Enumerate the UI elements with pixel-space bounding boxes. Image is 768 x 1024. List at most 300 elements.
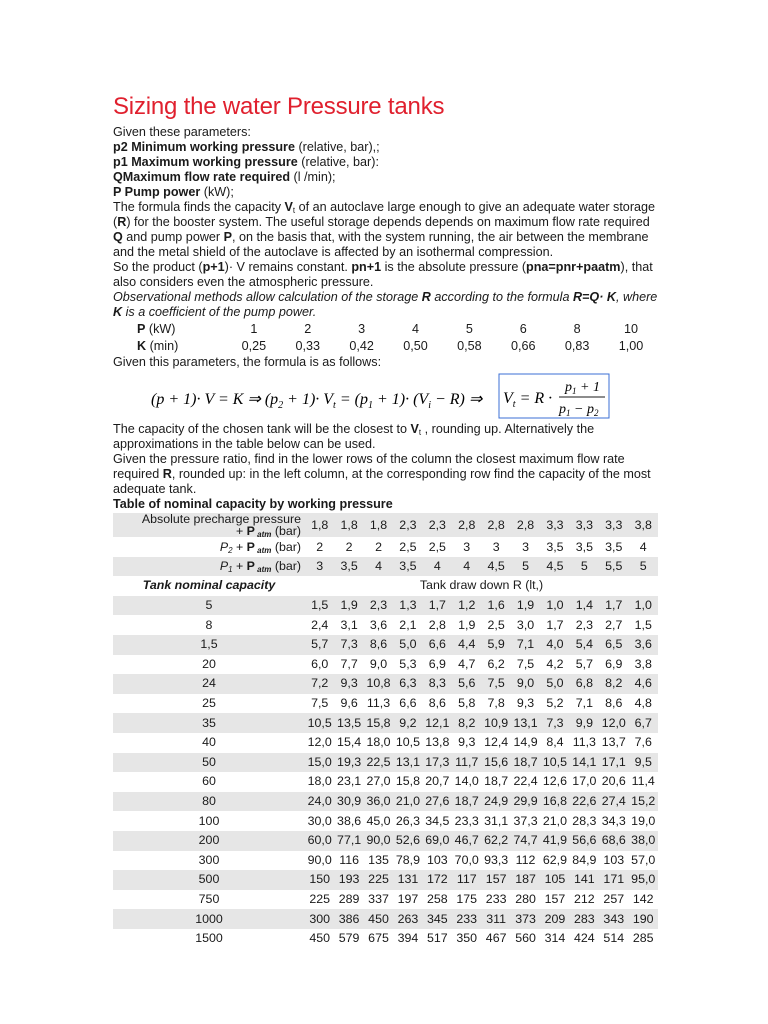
header-value: 3,3 bbox=[540, 513, 569, 537]
header-value: 3,8 bbox=[628, 513, 658, 537]
drawdown-cell: 7,1 bbox=[575, 696, 593, 711]
header-value: 2,8 bbox=[481, 513, 510, 537]
drawdown-cell: 28,3 bbox=[572, 813, 597, 828]
drawdown-cell: 212 bbox=[574, 891, 595, 906]
drawdown-cell: 29,9 bbox=[511, 792, 540, 812]
drawdown-cell: 3,0 bbox=[516, 617, 535, 632]
paragraph-pressure-ratio: Given the pressure ratio, find in the lower rows of the column the closest maximum flow rate required R, rounded up: in the left column, at the corresponding row find the capacity of the most adequate tank. bbox=[113, 452, 651, 496]
drawdown-cell: 233 bbox=[452, 909, 481, 929]
drawdown-cell: 18,7 bbox=[511, 753, 540, 773]
tank-capacity-cell: 1,5 bbox=[113, 635, 305, 655]
drawdown-cell: 135 bbox=[368, 852, 389, 867]
drawdown-cell: 175 bbox=[456, 891, 478, 906]
drawdown-cell: 311 bbox=[481, 909, 510, 929]
drawdown-cell: 187 bbox=[511, 870, 540, 890]
drawdown-cell: 7,5 bbox=[311, 696, 329, 711]
header-value: 2,5 bbox=[399, 539, 417, 554]
drawdown-cell: 4,2 bbox=[546, 656, 564, 671]
drawdown-cell: 1,7 bbox=[599, 596, 628, 616]
coefficient-value: 0,50 bbox=[403, 339, 428, 353]
drawdown-cell: 14,9 bbox=[513, 735, 538, 750]
drawdown-cell: 116 bbox=[339, 852, 359, 867]
param-item bbox=[113, 155, 658, 170]
header-value: 2 bbox=[345, 539, 353, 554]
table-row bbox=[113, 811, 658, 831]
drawdown-cell: 6,8 bbox=[570, 674, 599, 694]
coefficient-row bbox=[113, 338, 658, 355]
paragraph-closest-capacity: The capacity of the chosen tank will be the closest to $V_t$ , rounding up. Alternatively the approximations in the table below can be used. bbox=[113, 422, 595, 451]
drawdown-cell: 13,8 bbox=[425, 735, 450, 750]
drawdown-cell: 105 bbox=[540, 870, 569, 890]
drawdown-cell: 257 bbox=[603, 891, 625, 906]
drawdown-cell: 1,3 bbox=[393, 596, 422, 616]
header-value: 4 bbox=[639, 539, 647, 554]
drawdown-cell: 450 bbox=[364, 909, 393, 929]
drawdown-cell: 1,6 bbox=[481, 596, 510, 616]
header-value: 4 bbox=[364, 557, 393, 577]
drawdown-cell: 9,5 bbox=[628, 753, 658, 773]
drawdown-cell: 20,6 bbox=[601, 774, 626, 789]
header-value: 5 bbox=[511, 557, 540, 577]
param-item bbox=[113, 140, 658, 155]
drawdown-cell: 3,8 bbox=[634, 656, 652, 671]
header-value: 2,3 bbox=[393, 513, 422, 537]
drawdown-cell: 7,5 bbox=[516, 656, 535, 671]
drawdown-cell: 20,7 bbox=[425, 774, 450, 789]
tank-capacity-cell: 5 bbox=[113, 596, 305, 616]
drawdown-cell: 142 bbox=[632, 891, 654, 906]
drawdown-cell: 4,6 bbox=[628, 674, 658, 694]
header-value: 3,5 bbox=[575, 539, 593, 554]
drawdown-cell: 3,1 bbox=[340, 617, 358, 632]
drawdown-cell: 5,0 bbox=[540, 674, 569, 694]
tank-capacity-cell: 200 bbox=[113, 831, 305, 851]
drawdown-cell: 5,9 bbox=[481, 635, 510, 655]
drawdown-cell: 27,4 bbox=[599, 792, 628, 812]
column-header-drawdown: Tank draw down R (lt,) bbox=[419, 578, 544, 593]
drawdown-cell: 141 bbox=[570, 870, 599, 890]
drawdown-cell: 22,6 bbox=[570, 792, 599, 812]
power-value: 1 bbox=[250, 322, 258, 336]
drawdown-cell: 62,2 bbox=[481, 831, 510, 851]
drawdown-cell: 171 bbox=[599, 870, 628, 890]
drawdown-cell: 93,3 bbox=[484, 852, 509, 867]
table-row bbox=[113, 851, 658, 871]
intro-text: Given these parameters: bbox=[113, 125, 251, 139]
drawdown-cell: 1,5 bbox=[305, 596, 334, 616]
coefficient-value: 0,42 bbox=[349, 339, 374, 353]
drawdown-cell: 579 bbox=[338, 931, 360, 946]
drawdown-cell: 1,0 bbox=[540, 596, 569, 616]
param-name: p1 Maximum working pressure bbox=[113, 155, 298, 169]
drawdown-cell: 78,9 bbox=[395, 852, 420, 867]
drawdown-cell: 450 bbox=[309, 931, 331, 946]
power-value: 4 bbox=[412, 322, 420, 336]
drawdown-cell: 18,0 bbox=[307, 774, 332, 789]
drawdown-cell: 225 bbox=[309, 891, 331, 906]
drawdown-cell: 2,5 bbox=[487, 617, 505, 632]
drawdown-cell: 10,5 bbox=[305, 713, 334, 733]
formula-denominator: $p_1 - p_2$ bbox=[559, 402, 599, 418]
drawdown-cell: 1,9 bbox=[334, 596, 363, 616]
drawdown-cell: 1,9 bbox=[458, 617, 476, 632]
formula-part1: (p + 1)· V = K ⇒ $(p_2 + 1)\cdot V_t = (p_1 + 1)\cdot (V_i - R)$ ⇒ bbox=[151, 391, 483, 411]
drawdown-cell: 5,0 bbox=[393, 635, 422, 655]
table-row bbox=[113, 655, 658, 675]
power-row bbox=[113, 321, 658, 338]
drawdown-cell: 225 bbox=[364, 870, 393, 890]
drawdown-cell: 18,7 bbox=[452, 792, 481, 812]
drawdown-cell: 70,0 bbox=[454, 852, 479, 867]
drawdown-cell: 57,0 bbox=[631, 852, 656, 867]
drawdown-cell: 6,9 bbox=[428, 656, 446, 671]
header-value: 3 bbox=[463, 539, 471, 554]
formula-svg bbox=[113, 372, 658, 422]
drawdown-cell: 424 bbox=[574, 931, 595, 946]
drawdown-cell: 6,2 bbox=[487, 656, 505, 671]
drawdown-cell: 10,5 bbox=[395, 735, 420, 750]
param-name: QMaximum flow rate required bbox=[113, 170, 291, 184]
drawdown-cell: 9,3 bbox=[458, 735, 476, 750]
nominal-table-body bbox=[113, 513, 658, 948]
drawdown-cell: 4,4 bbox=[452, 635, 481, 655]
coefficient-label: K (min) bbox=[137, 339, 179, 353]
drawdown-cell: 46,7 bbox=[452, 831, 481, 851]
drawdown-cell: 13,1 bbox=[393, 753, 422, 773]
header-value: 3,5 bbox=[546, 539, 564, 554]
drawdown-cell: 7,3 bbox=[334, 635, 363, 655]
drawdown-cell: 193 bbox=[334, 870, 363, 890]
drawdown-cell: 6,0 bbox=[311, 656, 329, 671]
drawdown-cell: 337 bbox=[368, 891, 389, 906]
paragraph-product-constant: So the product (p+1)· V remains constant. pn+1 is the absolute pressure (pna=pnr+paatm), that also considers even the atmospheric pressure. bbox=[113, 260, 653, 289]
drawdown-cell: 131 bbox=[393, 870, 422, 890]
drawdown-cell: 69,0 bbox=[423, 831, 452, 851]
drawdown-cell: 2,1 bbox=[399, 617, 417, 632]
header-label: Absolute precharge pressure + P $_{atm}$ (bar) bbox=[113, 513, 305, 537]
drawdown-cell: 68,6 bbox=[599, 831, 628, 851]
drawdown-cell: 560 bbox=[515, 931, 536, 946]
drawdown-cell: 12,0 bbox=[307, 735, 332, 750]
drawdown-cell: 37,3 bbox=[513, 813, 538, 828]
tank-capacity-cell: 1000 bbox=[113, 909, 305, 929]
param-name: p2 Minimum working pressure bbox=[113, 140, 295, 154]
drawdown-cell: 21,0 bbox=[542, 813, 568, 828]
drawdown-cell: 103 bbox=[426, 852, 448, 867]
header-value: 3,5 bbox=[605, 539, 623, 554]
drawdown-cell: 2,3 bbox=[364, 596, 393, 616]
drawdown-cell: 1,7 bbox=[546, 617, 564, 632]
drawdown-cell: 9,0 bbox=[369, 656, 388, 671]
drawdown-cell: 45,0 bbox=[366, 813, 391, 828]
drawdown-cell: 9,9 bbox=[570, 713, 599, 733]
drawdown-cell: 41,9 bbox=[540, 831, 569, 851]
drawdown-cell: 7,8 bbox=[487, 696, 505, 711]
coefficient-value: 0,58 bbox=[457, 339, 482, 353]
drawdown-cell: 13,7 bbox=[601, 735, 626, 750]
drawdown-cell: 172 bbox=[423, 870, 452, 890]
drawdown-cell: 5,2 bbox=[546, 696, 564, 711]
drawdown-cell: 15,4 bbox=[337, 735, 362, 750]
table-row bbox=[113, 635, 658, 655]
drawdown-cell: 514 bbox=[603, 931, 625, 946]
drawdown-cell: 6,3 bbox=[393, 674, 422, 694]
drawdown-cell: 27,6 bbox=[423, 792, 452, 812]
drawdown-cell: 283 bbox=[570, 909, 599, 929]
drawdown-cell: 38,6 bbox=[337, 813, 362, 828]
drawdown-cell: 12,6 bbox=[542, 774, 568, 789]
table-row bbox=[113, 753, 658, 773]
drawdown-cell: 15,8 bbox=[364, 713, 393, 733]
drawdown-cell: 117 bbox=[452, 870, 481, 890]
header-row-p2 bbox=[113, 537, 658, 557]
drawdown-cell: 12,1 bbox=[423, 713, 452, 733]
drawdown-cell: 467 bbox=[485, 931, 507, 946]
param-unit: (kW); bbox=[200, 185, 234, 199]
drawdown-cell: 62,9 bbox=[542, 852, 568, 867]
header-value: 3 bbox=[492, 539, 500, 554]
header-value: 5 bbox=[570, 557, 599, 577]
drawdown-cell: 15,6 bbox=[481, 753, 510, 773]
drawdown-cell: 1,7 bbox=[423, 596, 452, 616]
drawdown-cell: 3,6 bbox=[369, 617, 388, 632]
drawdown-cell: 9,6 bbox=[340, 696, 358, 711]
header-value: 2,8 bbox=[452, 513, 481, 537]
drawdown-cell: 8,6 bbox=[364, 635, 393, 655]
drawdown-cell: 2,4 bbox=[311, 617, 329, 632]
drawdown-cell: 84,9 bbox=[572, 852, 597, 867]
drawdown-cell: 38,0 bbox=[628, 831, 658, 851]
drawdown-cell: 11,4 bbox=[631, 774, 655, 789]
drawdown-cell: 8,6 bbox=[428, 696, 446, 711]
drawdown-cell: 314 bbox=[544, 931, 566, 946]
drawdown-cell: 90,0 bbox=[364, 831, 393, 851]
header-value: 3,5 bbox=[334, 557, 363, 577]
table-row bbox=[113, 694, 658, 714]
drawdown-cell: 8,3 bbox=[423, 674, 452, 694]
drawdown-cell: 4,0 bbox=[540, 635, 569, 655]
table-row bbox=[113, 870, 658, 890]
drawdown-cell: 90,0 bbox=[307, 852, 332, 867]
drawdown-cell: 16,8 bbox=[540, 792, 569, 812]
drawdown-cell: 2,7 bbox=[605, 617, 623, 632]
tank-capacity-cell: 25 bbox=[202, 696, 216, 711]
table-row bbox=[113, 772, 658, 792]
header-value: 3,3 bbox=[599, 513, 628, 537]
param-unit: (relative, bar),; bbox=[294, 140, 380, 154]
drawdown-cell: 6,9 bbox=[605, 656, 623, 671]
drawdown-cell: 52,6 bbox=[393, 831, 422, 851]
drawdown-cell: 112 bbox=[515, 852, 536, 867]
header-value: 5,5 bbox=[599, 557, 628, 577]
drawdown-cell: 386 bbox=[334, 909, 363, 929]
drawdown-cell: 36,0 bbox=[364, 792, 393, 812]
drawdown-cell: 6,6 bbox=[423, 635, 452, 655]
drawdown-cell: 373 bbox=[511, 909, 540, 929]
drawdown-cell: 394 bbox=[397, 931, 419, 946]
drawdown-cell: 15,0 bbox=[305, 753, 334, 773]
drawdown-cell: 5,6 bbox=[452, 674, 481, 694]
drawdown-cell: 17,0 bbox=[572, 774, 597, 789]
drawdown-cell: 675 bbox=[368, 931, 389, 946]
header-value: 1,8 bbox=[305, 513, 334, 537]
page-title: Sizing the water Pressure tanks bbox=[113, 93, 445, 120]
drawdown-cell: 233 bbox=[485, 891, 507, 906]
power-coefficient-table bbox=[113, 321, 658, 355]
drawdown-cell: 10,8 bbox=[364, 674, 393, 694]
power-label: P (kW) bbox=[137, 322, 176, 336]
power-value: 2 bbox=[304, 322, 312, 336]
drawdown-cell: 11,7 bbox=[452, 753, 481, 773]
drawdown-cell: 10,5 bbox=[540, 753, 569, 773]
drawdown-cell: 23,1 bbox=[337, 774, 362, 789]
drawdown-cell: 17,3 bbox=[423, 753, 452, 773]
drawdown-cell: 9,3 bbox=[334, 674, 363, 694]
table-row bbox=[113, 733, 658, 753]
drawdown-cell: 24,9 bbox=[481, 792, 510, 812]
table-row bbox=[113, 674, 658, 694]
drawdown-cell: 31,1 bbox=[484, 813, 509, 828]
param-name: P Pump power bbox=[113, 185, 201, 199]
drawdown-cell: 15,8 bbox=[395, 774, 420, 789]
header-value: 1,8 bbox=[364, 513, 393, 537]
header-value: 4 bbox=[423, 557, 452, 577]
tank-capacity-cell: 20 bbox=[202, 656, 216, 671]
table-row bbox=[113, 831, 658, 851]
tank-capacity-cell: 500 bbox=[113, 870, 305, 890]
drawdown-cell: 60,0 bbox=[305, 831, 334, 851]
param-unit: (relative, bar): bbox=[297, 155, 379, 169]
drawdown-cell: 26,3 bbox=[395, 813, 420, 828]
drawdown-cell: 4,7 bbox=[458, 656, 476, 671]
power-value: 3 bbox=[358, 322, 366, 336]
drawdown-cell: 7,2 bbox=[305, 674, 334, 694]
drawdown-cell: 1,9 bbox=[511, 596, 540, 616]
drawdown-cell: 263 bbox=[393, 909, 422, 929]
drawdown-cell: 15,2 bbox=[628, 792, 658, 812]
power-value: 8 bbox=[573, 322, 581, 336]
drawdown-cell: 17,1 bbox=[599, 753, 628, 773]
drawdown-cell: 300 bbox=[305, 909, 334, 929]
drawdown-cell: 197 bbox=[397, 891, 419, 906]
header-value: 4 bbox=[452, 557, 481, 577]
drawdown-cell: 7,6 bbox=[634, 735, 652, 750]
table-row bbox=[113, 890, 658, 910]
tank-capacity-cell: 60 bbox=[202, 774, 216, 789]
drawdown-cell: 14,1 bbox=[570, 753, 599, 773]
header-row-precharge bbox=[113, 513, 658, 537]
power-value: 10 bbox=[624, 322, 639, 336]
header-value: 1,8 bbox=[334, 513, 363, 537]
drawdown-cell: 345 bbox=[423, 909, 452, 929]
drawdown-cell: 2,3 bbox=[575, 617, 593, 632]
drawdown-cell: 343 bbox=[599, 909, 628, 929]
drawdown-cell: 22,5 bbox=[364, 753, 393, 773]
coefficient-value: 1,00 bbox=[618, 339, 644, 353]
drawdown-cell: 5,4 bbox=[570, 635, 599, 655]
header-value: 5 bbox=[628, 557, 658, 577]
drawdown-cell: 7,5 bbox=[481, 674, 510, 694]
header-value: 3 bbox=[522, 539, 529, 554]
drawdown-cell: 10,9 bbox=[481, 713, 510, 733]
table-title: Table of nominal capacity by working pressure bbox=[113, 497, 393, 511]
drawdown-cell: 19,0 bbox=[631, 813, 656, 828]
drawdown-cell: 7,1 bbox=[511, 635, 540, 655]
drawdown-cell: 34,5 bbox=[425, 813, 450, 828]
drawdown-cell: 7,7 bbox=[340, 656, 358, 671]
drawdown-cell: 5,7 bbox=[575, 656, 593, 671]
header-value: 4,5 bbox=[540, 557, 569, 577]
drawdown-cell: 6,6 bbox=[399, 696, 417, 711]
drawdown-cell: 5,3 bbox=[399, 656, 417, 671]
drawdown-cell: 13,5 bbox=[334, 713, 363, 733]
paragraph-observational-methods: Observational methods allow calculation of the storage R according to the formula R=Q· K, where K is a coefficient of the pump power. bbox=[113, 290, 658, 319]
coefficient-value: 0,83 bbox=[564, 339, 590, 353]
drawdown-cell: 258 bbox=[426, 891, 448, 906]
drawdown-cell: 5,7 bbox=[305, 635, 334, 655]
drawdown-cell: 350 bbox=[456, 931, 478, 946]
formula-numerator: $p_1 + 1$ bbox=[565, 380, 600, 396]
table-row bbox=[113, 909, 658, 929]
drawdown-cell: 2,8 bbox=[428, 617, 446, 632]
drawdown-cell: 12,0 bbox=[599, 713, 628, 733]
coefficient-value: 0,25 bbox=[241, 339, 267, 353]
drawdown-cell: 22,4 bbox=[513, 774, 538, 789]
drawdown-cell: 9,2 bbox=[393, 713, 422, 733]
parameter-list bbox=[113, 140, 658, 200]
paragraph-formula-explanation: The formula finds the capacity $V_t$ of an autoclave large enough to give an adequate water storage (R) for the booster system. The useful storage depends depends on maximum flow rate required Q and pump power P, on the basis that, with the system running, the air between the membrane and the metal shield of the autoclave is affected by an isothermal compression. bbox=[113, 200, 656, 259]
power-value: 6 bbox=[519, 322, 527, 336]
drawdown-cell: 1,0 bbox=[628, 596, 658, 616]
drawdown-cell: 14,0 bbox=[454, 774, 479, 789]
drawdown-cell: 1,5 bbox=[634, 617, 652, 632]
table-row bbox=[113, 792, 658, 812]
header-value: 2,8 bbox=[511, 513, 540, 537]
drawdown-cell: 77,1 bbox=[334, 831, 363, 851]
header-value: 2,3 bbox=[423, 513, 452, 537]
drawdown-cell: 6,7 bbox=[628, 713, 658, 733]
drawdown-cell: 27,0 bbox=[366, 774, 391, 789]
drawdown-cell: 209 bbox=[540, 909, 569, 929]
drawdown-cell: 1,4 bbox=[570, 596, 599, 616]
drawdown-cell: 7,3 bbox=[540, 713, 569, 733]
drawdown-cell: 30,9 bbox=[334, 792, 363, 812]
drawdown-cell: 34,3 bbox=[601, 813, 626, 828]
drawdown-cell: 12,4 bbox=[484, 735, 509, 750]
drawdown-cell: 157 bbox=[544, 891, 566, 906]
tank-capacity-cell: 1500 bbox=[195, 931, 223, 946]
power-value: 5 bbox=[465, 322, 473, 336]
tank-capacity-cell: 24 bbox=[113, 674, 305, 694]
drawdown-cell: 18,0 bbox=[366, 735, 391, 750]
tank-capacity-cell: 50 bbox=[113, 753, 305, 773]
drawdown-cell: 150 bbox=[305, 870, 334, 890]
header-value: 2 bbox=[375, 539, 382, 554]
table-row bbox=[113, 615, 658, 635]
column-header-tank: Tank nominal capacity bbox=[142, 578, 276, 593]
drawdown-cell: 11,3 bbox=[572, 735, 596, 750]
drawdown-cell: 289 bbox=[338, 891, 360, 906]
drawdown-cell: 157 bbox=[481, 870, 510, 890]
drawdown-cell: 3,6 bbox=[628, 635, 658, 655]
tank-capacity-cell: 750 bbox=[198, 891, 220, 906]
tank-capacity-cell: 40 bbox=[202, 735, 216, 750]
drawdown-cell: 8,2 bbox=[599, 674, 628, 694]
drawdown-cell: 6,5 bbox=[599, 635, 628, 655]
header-label: $P_1 + P$ $_{atm}$ (bar) bbox=[113, 557, 305, 577]
table-row bbox=[113, 596, 658, 616]
drawdown-cell: 74,7 bbox=[511, 831, 540, 851]
